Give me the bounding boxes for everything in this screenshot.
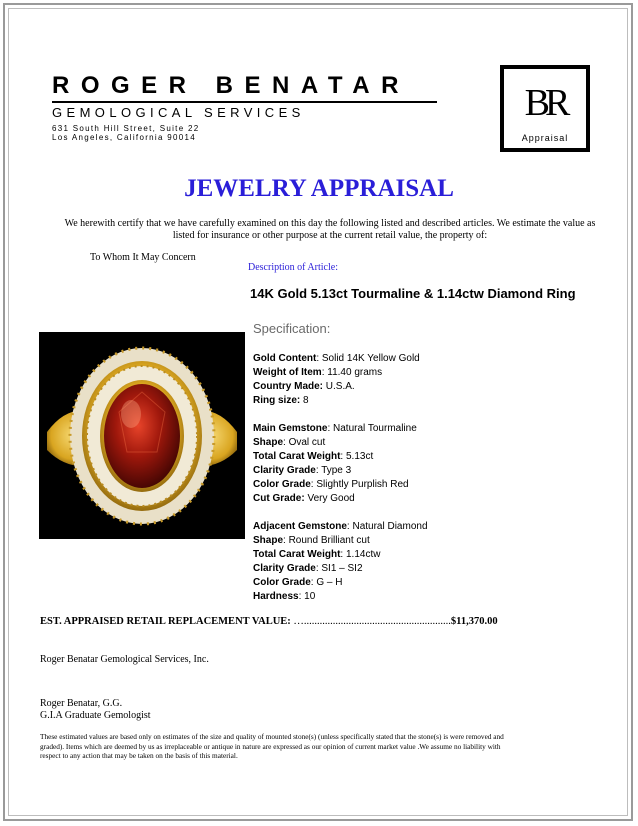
recipient: To Whom It May Concern xyxy=(90,252,196,263)
spec-ring-size: Ring size: 8 xyxy=(253,395,309,406)
brand-divider xyxy=(52,101,437,103)
address-line-2: Los Angeles, California 90014 xyxy=(52,133,196,142)
brand-subtitle: GEMOLOGICAL SERVICES xyxy=(52,105,305,120)
specification-label: Specification: xyxy=(253,321,331,336)
spec-main-cut: Cut Grade: Very Good xyxy=(253,493,355,504)
article-title: 14K Gold 5.13ct Tourmaline & 1.14ctw Diamond Ring xyxy=(250,286,576,301)
ring-illustration xyxy=(39,332,245,539)
spec-country: Country Made: U.S.A. xyxy=(253,381,355,392)
spec-adjacent-color: Color Grade: G – H xyxy=(253,577,343,588)
brand-name: ROGER BENATAR xyxy=(52,72,410,99)
spec-adjacent-shape: Shape: Round Brilliant cut xyxy=(253,535,370,546)
value-label: EST. APPRAISED RETAIL REPLACEMENT VALUE: xyxy=(40,616,291,627)
disclaimer-text: These estimated values are based only on estimates of the size and quality of mounted stone(s) (unless specifically stated that the stone(s) is were removed and graded). Items which are deemed by us as irreplaceable or antique in nature are expressed as our opinion of current market value .We assume no liability with respect to any action that may be taken on the basis of this material. xyxy=(40,732,504,761)
spec-main-color: Color Grade: Slightly Purplish Red xyxy=(253,479,409,490)
ring-photo xyxy=(39,332,245,539)
spec-gold-content: Gold Content: Solid 14K Yellow Gold xyxy=(253,353,420,364)
appraisal-logo xyxy=(500,65,590,152)
company-name: Roger Benatar Gemological Services, Inc. xyxy=(40,654,209,665)
spec-adjacent-gemstone: Adjacent Gemstone: Natural Diamond xyxy=(253,521,428,532)
spec-adjacent-hardness: Hardness: 10 xyxy=(253,591,316,602)
logo-monogram: BR xyxy=(524,82,566,124)
tourmaline-gemstone xyxy=(104,384,180,488)
spec-main-gemstone: Main Gemstone: Natural Tourmaline xyxy=(253,423,417,434)
appraised-value-row xyxy=(40,616,498,627)
value-leader-dots: …........................................................ xyxy=(290,616,451,627)
description-label: Description of Article: xyxy=(248,262,338,273)
value-amount: $11,370.00 xyxy=(450,616,498,627)
signer-title: G.I.A Graduate Gemologist xyxy=(40,710,151,721)
address-line-1: 631 South Hill Street, Suite 22 xyxy=(52,124,200,133)
page-title: JEWELRY APPRAISAL xyxy=(184,175,454,202)
certification-text: We herewith certify that we have carefully examined on this day the following listed and described articles. We estimate the value as listed for insurance or other purpose at the current retail value, the property of: xyxy=(64,218,596,241)
spec-adjacent-carat: Total Carat Weight: 1.14ctw xyxy=(253,549,381,560)
signer-name: Roger Benatar, G.G. xyxy=(40,698,123,709)
spec-main-carat: Total Carat Weight: 5.13ct xyxy=(253,451,374,462)
spec-main-shape: Shape: Oval cut xyxy=(253,437,326,448)
logo-caption: Appraisal xyxy=(521,133,569,143)
spec-adjacent-clarity: Clarity Grade: SI1 – SI2 xyxy=(253,563,363,574)
spec-weight: Weight of Item: 11.40 grams xyxy=(253,367,383,378)
spec-main-clarity: Clarity Grade: Type 3 xyxy=(253,465,352,476)
